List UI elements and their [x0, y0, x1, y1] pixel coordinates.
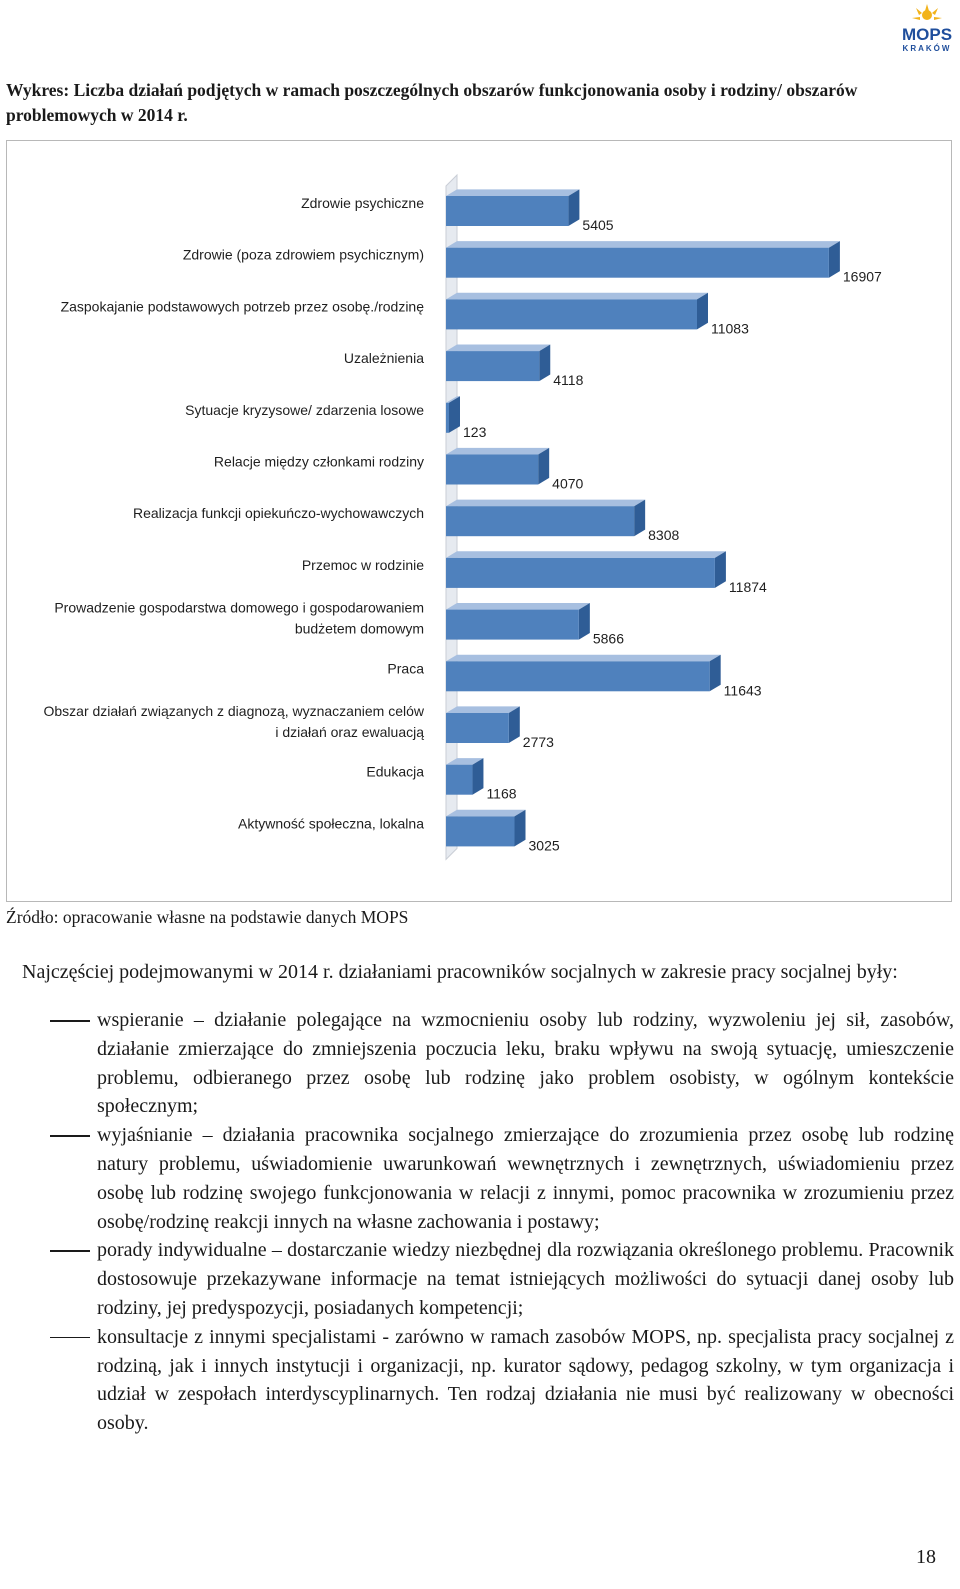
data-label: 2773: [522, 734, 554, 750]
data-label: 5866: [592, 630, 625, 647]
bar: [446, 816, 515, 846]
bar: [446, 765, 472, 795]
bar-chart-canvas: [7, 141, 951, 901]
data-label: 4070: [552, 475, 584, 492]
data-label: 3025: [528, 837, 560, 854]
category-label: Uzależnienia: [343, 350, 424, 367]
list-item-text: konsultacje z innymi specjalistami - zarówno w ramach zasobów MOPS, np. specjalista pracy socjalnej z rodziną, jak i innych instytucji i organizacji, np. kurator sądowy, pedagog szkolny, w tym organizacja i udział w zespołach interdyscyplinarnych. Ten rodzaj działania nie musi być realizowany w obecności osoby.: [97, 1325, 954, 1435]
bar-top-face: [446, 810, 526, 817]
sun-icon: [912, 4, 942, 20]
chart-source: Źródło: opracowanie własne na podstawie danych MOPS: [6, 907, 409, 927]
bar-top-face: [446, 189, 579, 196]
logo-brand-text: MOPS: [901, 25, 953, 44]
bar: [446, 403, 449, 433]
category-label: Zdrowie (poza zdrowiem psychicznym): [182, 246, 424, 263]
chart-caption: Wykres: Liczba działań podjętych w ramach poszczególnych obszarów funkcjonowania osoby i rodziny/ obszarów problemowych w 2014 r.: [6, 80, 858, 125]
category-label: Aktywność społeczna, lokalna: [238, 815, 424, 832]
data-label: 11643: [723, 682, 762, 699]
category-label: budżetem domowym: [294, 620, 424, 637]
list-item: [6, 1121, 954, 1236]
list-item: [6, 1006, 954, 1121]
bar: [446, 610, 579, 640]
bar-top-face: [446, 551, 726, 558]
bar: [446, 248, 829, 278]
bar-top-face: [446, 293, 708, 300]
dash-bullet: [50, 1135, 90, 1137]
data-label: 1168: [486, 785, 517, 802]
bar: [446, 455, 538, 485]
data-label: 5405: [582, 217, 614, 233]
list-item-text: wyjaśnianie – działania pracownika socjalnego zmierzające do zrozumienia przez osobę lub rodzinę natury problemu, uświadomienie uwarunkowań wewnętrznych i zewnętrznych, uświadomieniu przez osobę lub rodzinę swojego funkcjonowania w relacji z innymi, pomoc pracownika w zrozumieniu przez osobę/rodzinę reakcji innych na własne zachowania i postawy;: [97, 1124, 954, 1233]
bar: [446, 661, 710, 691]
bar-top-face: [446, 345, 550, 352]
bar: [446, 506, 634, 536]
category-label: Przemoc w rodzinie: [301, 556, 424, 573]
logo-city-text: KRAKÓW: [902, 44, 952, 53]
dash-bullet: [50, 1250, 90, 1252]
category-label: Sytuacje kryzysowe/ zdarzenia losowe: [185, 401, 424, 418]
page-number: 18: [916, 1546, 936, 1568]
bar: [446, 196, 568, 226]
list-item: [6, 1323, 954, 1438]
bar: [446, 713, 509, 743]
bar-top-face: [446, 448, 549, 455]
category-label: Realizacja funkcji opiekuńczo-wychowawczych: [132, 505, 424, 522]
bar: [446, 351, 539, 381]
list-item-text: wspieranie – działanie polegające na wzmocnieniu osoby lub rodziny, wyzwoleniu jej sił, zasobów, działanie zmierzające do zmniejszenia poczucia leku, braku wpływu na swoją sytuację, umieszczenie problemu, odbieranego przez osobę lub rodzinę jako problem osobisty, w ogólnym kontekście społecznym;: [97, 1009, 954, 1118]
category-label: Praca: [387, 660, 424, 677]
data-label: 11083: [710, 320, 749, 337]
data-label: 16907: [842, 268, 882, 285]
bar-top-face: [446, 603, 590, 610]
dash-bullet: [50, 1020, 90, 1022]
category-label: Zaspokajanie podstawowych potrzeb przez osobę./rodzinę: [60, 298, 424, 315]
bar-top-face: [446, 500, 645, 507]
data-label: 8308: [648, 527, 680, 544]
category-label: i działań oraz ewaluacją: [275, 724, 424, 740]
list-item: [6, 1236, 954, 1322]
category-label: Zdrowie psychiczne: [301, 195, 424, 211]
data-label: 4118: [553, 372, 584, 389]
mops-logo: [896, 2, 958, 54]
category-label: Prowadzenie gospodarstwa domowego i gospodarowaniem: [54, 599, 424, 616]
data-label: 123: [463, 423, 487, 440]
category-label: Relacje między członkami rodziny: [213, 453, 424, 470]
category-label: Edukacja: [366, 763, 424, 780]
dash-bullet: [50, 1337, 90, 1339]
category-label: Obszar działań związanych z diagnozą, wyznaczaniem celów: [43, 703, 424, 719]
list-item-text: porady indywidualne – dostarczanie wiedzy niezbędnej dla rozwiązania określonego problemu. Pracownik dostosowuje przekazywane informacje na temat istniejących możliwości do sytuacji danej osoby lub rodziny, jej predyspozycji, posiadanych kompetencji;: [97, 1239, 954, 1319]
bar-top-face: [446, 655, 721, 662]
bar-top-face: [446, 241, 840, 248]
bar-top-face: [446, 706, 520, 713]
activity-list: [6, 1006, 954, 1438]
data-label: 11874: [728, 578, 767, 595]
bar-chart: [6, 140, 952, 902]
bar: [446, 299, 697, 329]
bar: [446, 558, 715, 588]
intro-paragraph: Najczęściej podejmowanymi w 2014 r. działaniami pracowników socjalnych w zakresie pracy socjalnej były:: [22, 961, 898, 983]
